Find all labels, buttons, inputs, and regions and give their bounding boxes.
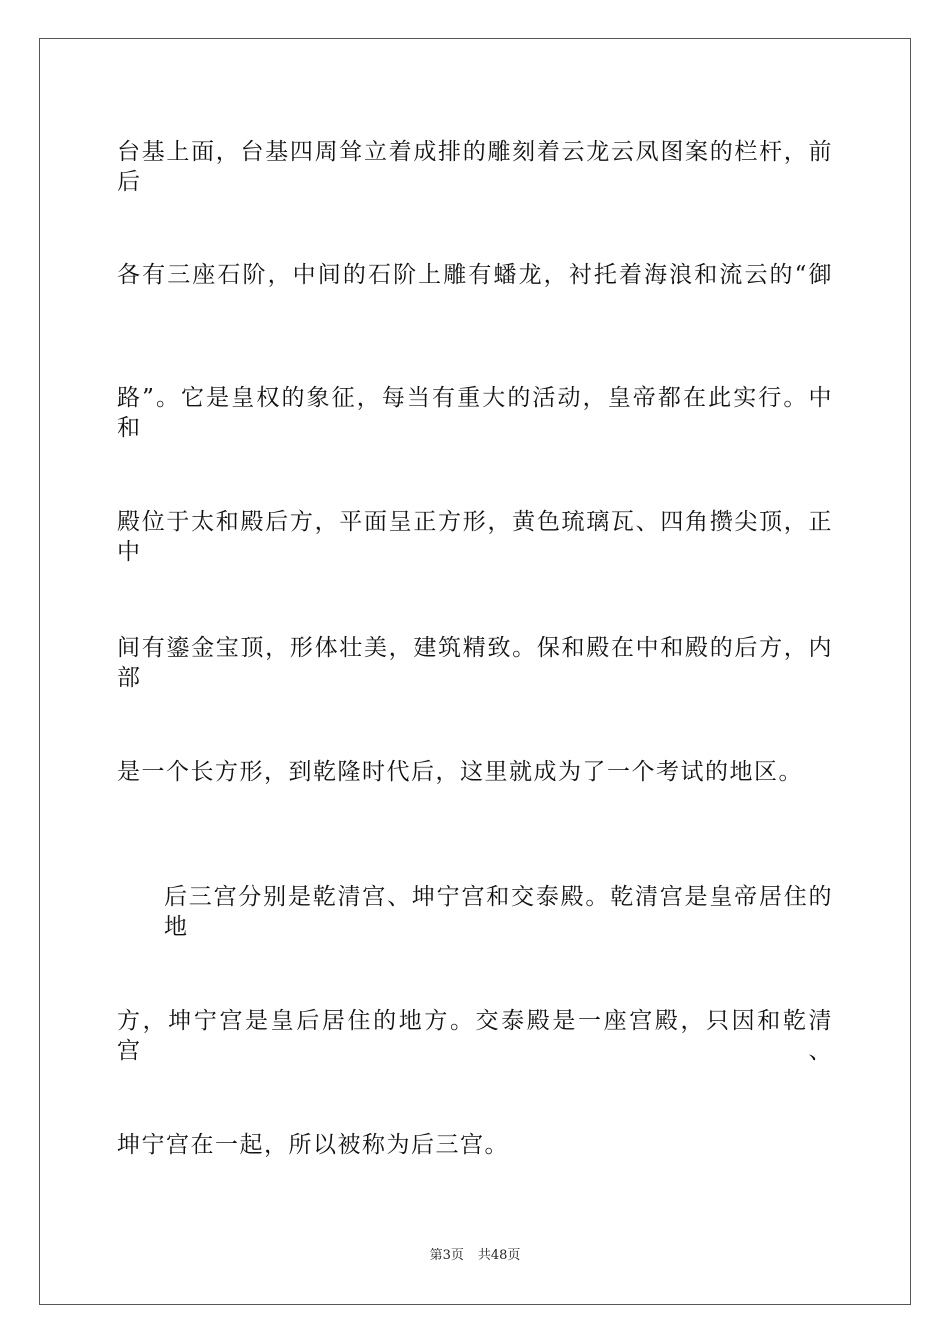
page-total: 共48页 <box>477 1248 521 1263</box>
text-line: 方，坤宁宫是皇后居住的地方。交泰殿是一座宫殿，只因和乾清宫、 <box>117 1008 833 1064</box>
text-line: 是一个长方形，到乾隆时代后，这里就成为了一个考试的地区。 <box>117 759 803 785</box>
page-border <box>39 38 911 1305</box>
page-number: 第3页 <box>429 1248 464 1263</box>
paragraph-first-line: 后三宫分别是乾清宫、坤宁宫和交泰殿。乾清宫是皇帝居住的地 <box>164 884 833 940</box>
text-line: 坤宁宫在一起，所以被称为后三宫。 <box>117 1132 509 1158</box>
text-line: 台基上面，台基四周耸立着成排的雕刻着云龙云凤图案的栏杆，前后 <box>117 139 833 195</box>
page-footer <box>0 1247 950 1265</box>
text-line: 路”。它是皇权的象征，每当有重大的活动，皇帝都在此实行。中和 <box>117 385 833 441</box>
text-line: 殿位于太和殿后方，平面呈正方形，黄色琉璃瓦、四角攒尖顶，正中 <box>117 509 833 565</box>
text-line: 各有三座石阶，中间的石阶上雕有蟠龙，衬托着海浪和流云的“御 <box>117 262 833 288</box>
text-line: 间有鎏金宝顶，形体壮美，建筑精致。保和殿在中和殿的后方，内部 <box>117 635 833 691</box>
